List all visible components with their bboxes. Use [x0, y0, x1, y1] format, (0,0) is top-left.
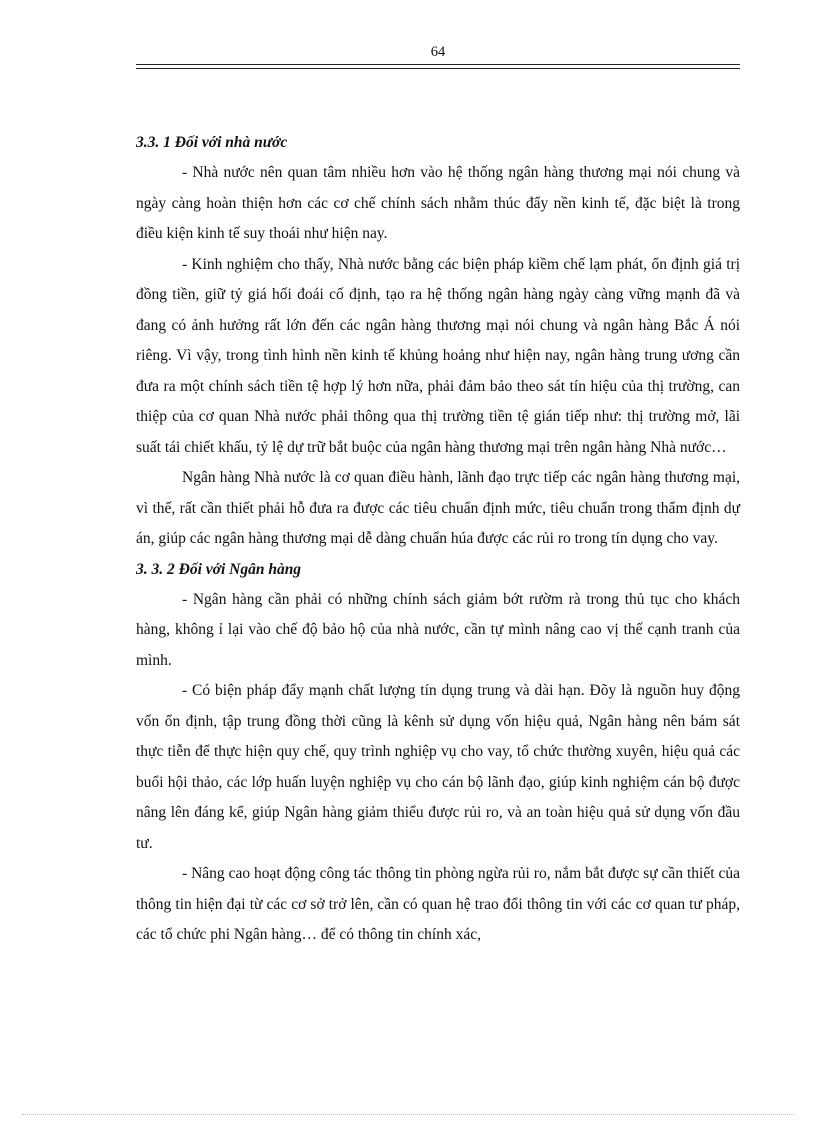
paragraph: - Nhà nước nên quan tâm nhiều hơn vào hệ thống ngân hàng thương mại nói chung và ngày càng hoàn thiện hơn các cơ chế chính sách nhằm thúc đẩy nền kinh tế, đặc biệt là trong điều kiện kinh tế suy thoái như hiện nay. [136, 164, 740, 242]
header-rule-top [136, 64, 740, 65]
header-rule-bottom [136, 68, 740, 69]
paragraph: - Nâng cao hoạt động công tác thông tin phòng ngừa rủi ro, nắm bắt được sự cần thiết của thông tin hiện đại từ các cơ sở trở lên, cần có quan hệ trao đổi thông tin với các cơ quan tư pháp, các tổ chức phi Ngân hàng… để có thông tin chính xác, [136, 865, 740, 943]
page-number: 64 [430, 44, 446, 60]
page-bottom-border [22, 1114, 794, 1115]
section-heading: 3. 3. 2 Đối với Ngân hàng [136, 560, 302, 578]
page-content [136, 128, 740, 951]
section-heading: 3.3. 1 Đối với nhà nước [136, 134, 288, 151]
paragraph: Ngân hàng Nhà nước là cơ quan điều hành, lãnh đạo trực tiếp các ngân hàng thương mại, vì thế, rất cần thiết phải hỗ đưa ra được các tiêu chuẩn định mức, tiêu chuẩn trong thẩm định dự án, giúp các ngân hàng thương mại dễ dàng chuẩn húa được các rủi ro trong tín dụng cho vay. [136, 469, 740, 547]
section-ngan-hang [136, 555, 740, 951]
paragraph: - Kinh nghiệm cho thấy, Nhà nước bằng các biện pháp kiềm chế lạm phát, ổn định giá trị đồng tiền, giữ tỷ giá hối đoái cố định, tạo ra hệ thống ngân hàng ngày càng vững mạnh đã và đang có ảnh hưởng rất lớn đến các ngân hàng thương mại nói chung và ngân hàng Bắc Á nói riêng. Vì vậy, trong tình hình nền kinh tế khủng hoảng như hiện nay, ngân hàng trung ương cần đưa ra một chính sách tiền tệ hợp lý hơn nữa, phải đảm bảo theo sát tín hiệu của thị trường, can thiệp của cơ quan Nhà nước phải thông qua thị trường tiền tệ gián tiếp như: thị trường mở, lãi suất tái chiết khấu, tỷ lệ dự trữ bắt buộc của ngân hàng thương mại trên ngân hàng Nhà nước… [136, 255, 740, 456]
paragraph: - Ngân hàng cần phải có những chính sách giảm bớt rườm rà trong thủ tục cho khách hàng, không ỉ lại vào chế độ bảo hộ của nhà nước, cần tự mình nâng cao vị thế cạnh tranh của mình. [136, 590, 740, 669]
section-nha-nuoc [136, 128, 740, 555]
paragraph: - Có biện pháp đẩy mạnh chất lượng tín dụng trung và dài hạn. Đõy là nguồn huy động vốn ổn định, tập trung đồng thời cũng là kênh sử dụng vốn hiệu quả, Ngân hàng nên bám sát thực tiễn để thực hiện quy chế, quy trình nghiệp vụ cho vay, tổ chức thường xuyên, hiệu quả các buổi hội thảo, các lớp huấn luyện nghiệp vụ cho cán bộ lãnh đạo, giúp kinh nghiệm cán bộ được nâng lên đáng kể, giúp Ngân hàng giảm thiểu được rủi ro, và an toàn hiệu quả sử dụng vốn đầu tư. [136, 682, 740, 852]
